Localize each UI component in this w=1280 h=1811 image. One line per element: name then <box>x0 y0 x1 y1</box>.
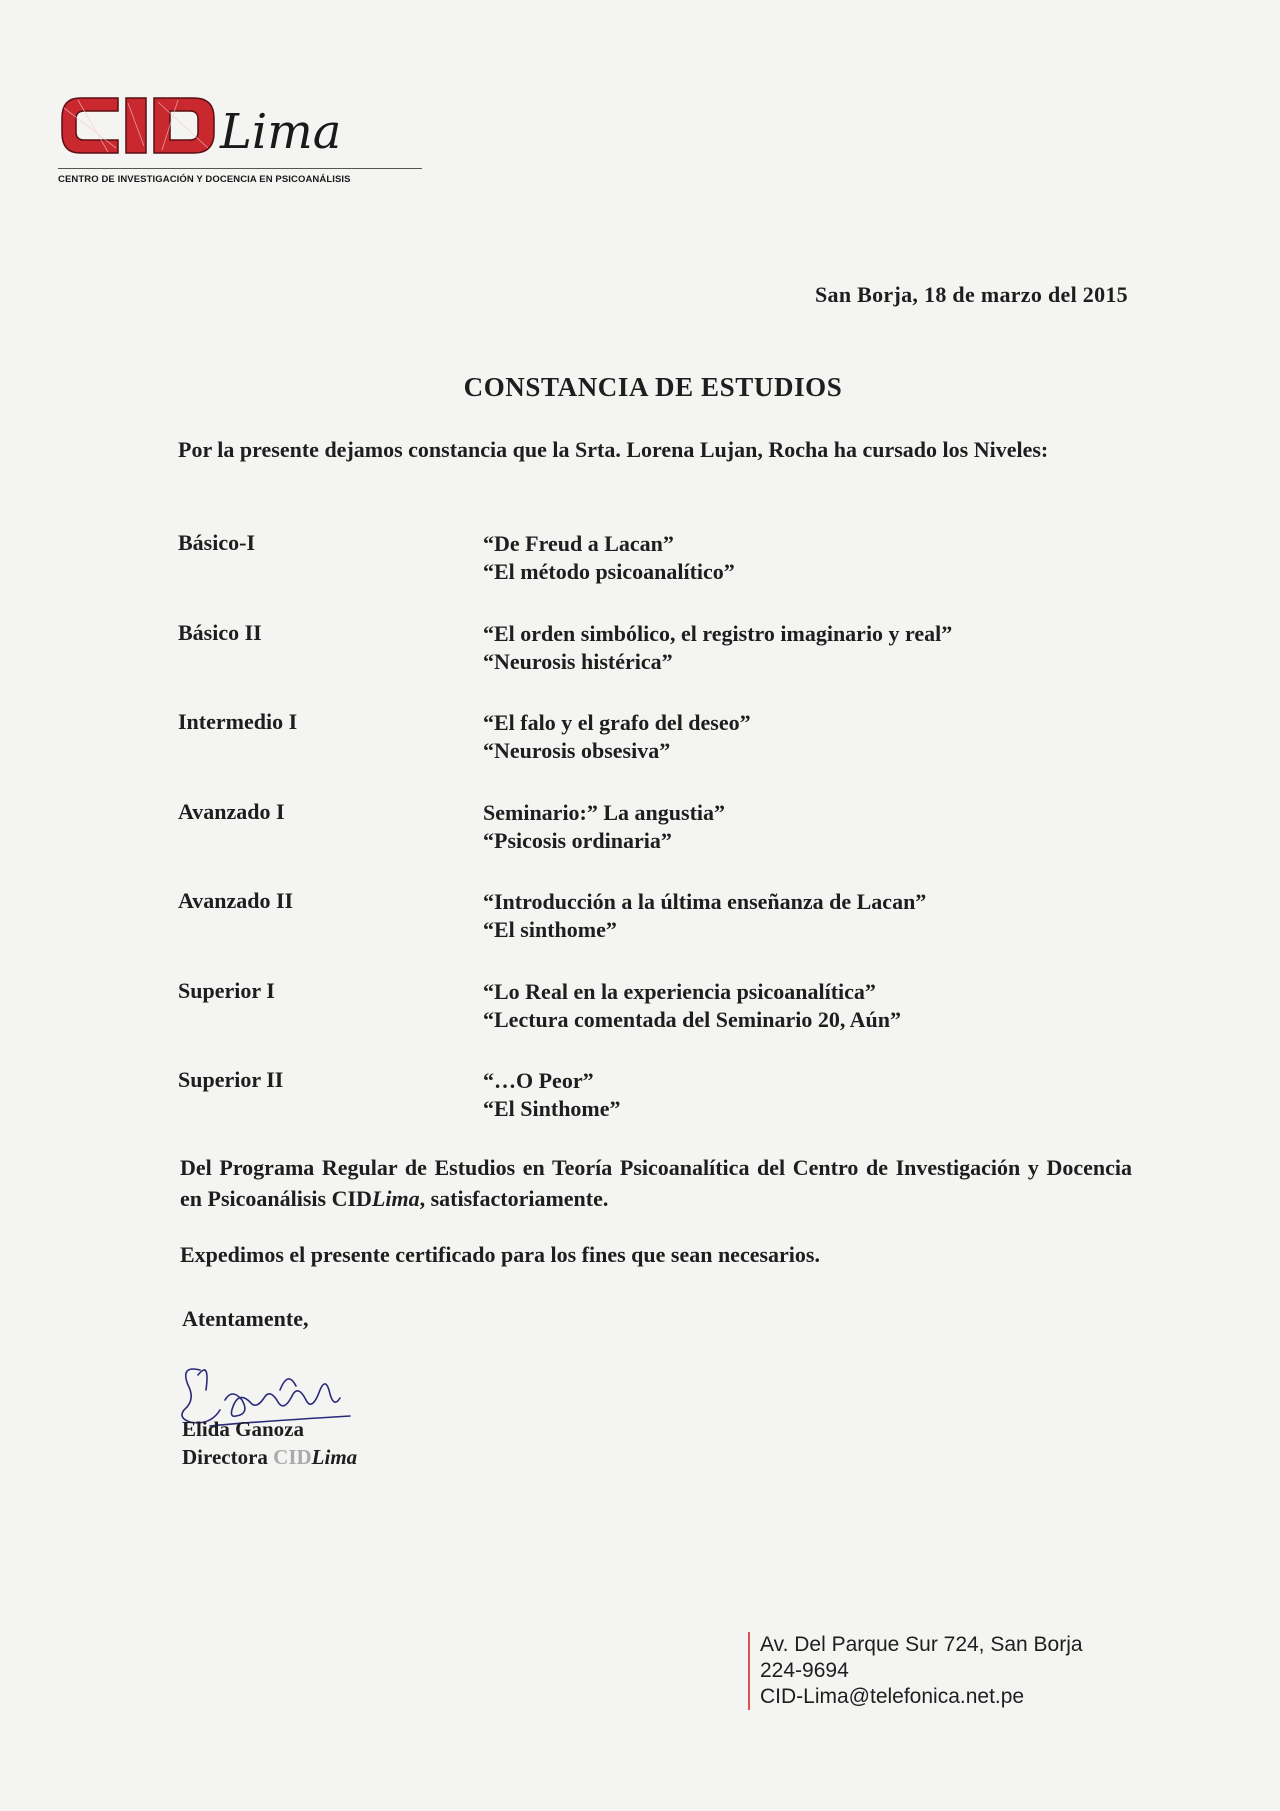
course-list <box>483 888 926 944</box>
role-prefix: Directora <box>182 1445 274 1469</box>
level-row <box>178 799 1128 889</box>
logo-subtitle: CENTRO DE INVESTIGACIÓN Y DOCENCIA EN PSICOANÁLISIS <box>58 174 351 185</box>
closing-text: Del Programa Regular de Estudios en Teoría Psicoanalítica del Centro de Investigación y Docencia en Psicoanálisis CID <box>180 1155 1132 1211</box>
signatory-block <box>182 1415 357 1471</box>
course-title: “Lectura comentada del Seminario 20, Aún” <box>483 1006 901 1032</box>
level-name: Intermedio I <box>178 709 298 734</box>
course-list <box>483 1067 621 1123</box>
course-title: “Neurosis obsesiva” <box>483 738 671 763</box>
level-row <box>178 709 1128 799</box>
contact-footer <box>748 1632 1083 1710</box>
course-title: “El método psicoanalítico” <box>483 559 735 584</box>
level-row <box>178 620 1128 710</box>
logo-lima-text: Lima <box>220 104 342 160</box>
expedimos-paragraph: Expedimos el presente certificado para los fines que sean necesarios. <box>180 1242 820 1267</box>
level-row <box>178 530 1128 620</box>
level-row <box>178 1067 1128 1157</box>
role-cid: CID <box>273 1445 312 1469</box>
footer-address: Av. Del Parque Sur 724, San Borja <box>760 1633 1083 1656</box>
course-title: “…O Peor” <box>483 1068 594 1093</box>
intro-paragraph: Por la presente dejamos constancia que la Srta. Lorena Lujan, Rocha ha cursado los Niveles: <box>178 437 1049 462</box>
signatory-role <box>182 1443 357 1471</box>
level-row <box>178 978 1128 1068</box>
course-title: “El falo y el grafo del deseo” <box>483 710 751 735</box>
level-name: Superior II <box>178 1067 284 1092</box>
levels-list <box>178 530 1128 1157</box>
course-title: “Psicosis ordinaria” <box>483 827 672 853</box>
level-name: Avanzado II <box>178 888 294 913</box>
level-name: Básico II <box>178 619 262 645</box>
cid-lima-logo <box>58 88 428 188</box>
course-title: “Lo Real en la experiencia psicoanalítica” <box>483 978 876 1004</box>
closing-salutation: Atentamente, <box>182 1306 309 1331</box>
closing-text-end: , satisfactoriamente. <box>419 1186 609 1211</box>
closing-brand-lima: Lima <box>371 1186 420 1211</box>
footer-phone: 224-9694 <box>760 1659 849 1682</box>
document-title: CONSTANCIA DE ESTUDIOS <box>463 372 843 402</box>
level-name: Básico-I <box>178 530 255 555</box>
logo-mark <box>58 88 428 168</box>
document-date: San Borja, 18 de marzo del 2015 <box>814 282 1128 307</box>
level-row <box>178 888 1128 978</box>
level-name: Superior I <box>178 977 275 1003</box>
course-title: “El sinthome” <box>483 917 617 942</box>
level-name: Avanzado I <box>178 798 285 824</box>
course-list <box>483 709 751 765</box>
course-title: “De Freud a Lacan” <box>483 531 674 556</box>
course-title: “Neurosis histérica” <box>483 648 673 674</box>
closing-paragraph <box>180 1152 1132 1214</box>
role-lima: Lima <box>311 1445 358 1469</box>
footer-email: CID-Lima@telefonica.net.pe <box>760 1685 1025 1708</box>
signatory-name: Elida Ganoza <box>182 1417 304 1441</box>
course-title: Seminario:” La angustia” <box>483 799 726 825</box>
course-list <box>483 620 952 676</box>
course-list <box>483 978 901 1034</box>
course-title: “Introducción a la última enseñanza de Lacan” <box>483 889 927 914</box>
course-list <box>483 530 735 586</box>
course-title: “El orden simbólico, el registro imaginario y real” <box>483 620 953 646</box>
course-title: “El Sinthome” <box>483 1096 621 1121</box>
course-list <box>483 799 725 855</box>
logo-rule <box>58 168 422 169</box>
